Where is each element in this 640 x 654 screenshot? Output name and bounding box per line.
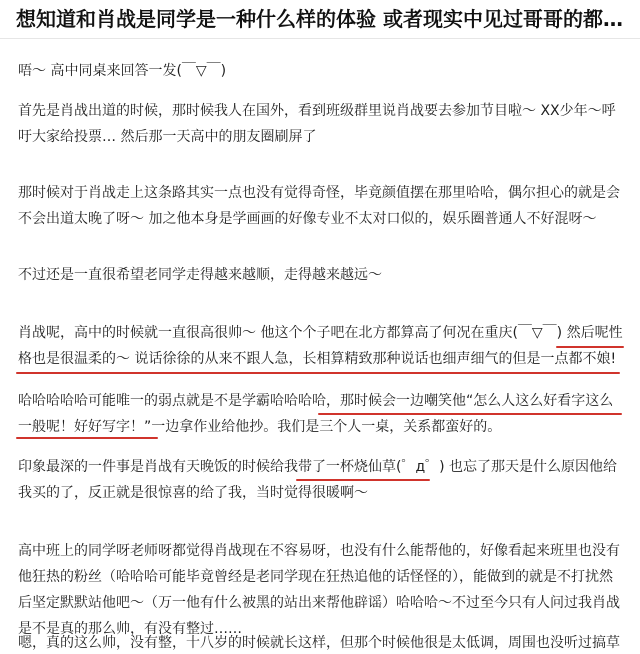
- highlight-underline: [556, 346, 624, 348]
- paragraph-memory: 印象最深的一件事是肖战有天晚饭的时候给我带了一杯烧仙草(゜д゜) 也忘了那天是什么原因他给我买的了，反正就是很惊喜的给了我，当时觉得很暖啊～: [18, 459, 618, 501]
- highlight-underline: [16, 372, 620, 374]
- paragraph-intro: 唔～ 高中同桌来回答一发(￣▽￣): [18, 63, 227, 79]
- paragraph-classmates: 高中班上的同学呀老师呀都觉得肖战现在不容易呀，也没有什么能帮他的，好像看起来班里也没有他狂热的粉丝（哈哈哈可能毕竟曾经是老同学现在狂热追他的话怪怪的），能做到的就是不打扰然后坚定默默站他吧～（万一他有什么被黑的站出来帮他辟谣）哈哈哈～不过至今只有人问过我肖战是不是真的那么帅，有没有整过……: [18, 543, 620, 637]
- paragraph-closing: 嗯，真的这么帅，没有整，十八岁的时候就长这样，但那个时候他很是太低调，周围也没听过搞草: [18, 635, 620, 651]
- highlight-underline: [318, 413, 622, 415]
- paragraph-wishes: 不过还是一直很希望老同学走得越来越顺，走得越来越远～: [18, 267, 382, 283]
- highlight-underline: [296, 479, 430, 481]
- paragraph-debut: 首先是肖战出道的时候，那时候我人在国外，看到班级群里说肖战要去参加节目啦～ XX少年～呼吁大家给投票… 然后那一天高中的朋友圈刷屏了: [18, 103, 616, 145]
- title-divider: [0, 38, 640, 39]
- paragraph-personality: 肖战呢，高中的时候就一直很高很帅～ 他这个个子吧在北方都算高了何况在重庆(￣▽￣) 然后呢性格也是很温柔的～ 说话徐徐的从来不跟人急，长相算精致那种说话也细声细气的但是一点都不娘!: [18, 325, 623, 367]
- paragraph-weakness: 哈哈哈哈哈可能唯一的弱点就是不是学霸哈哈哈哈，那时候会一边嘲笑他“怎么人这么好看字这么一般呢！好好写字！”一边拿作业给他抄。我们是三个人一桌，关系都蛮好的。: [18, 393, 614, 435]
- highlight-underline: [16, 437, 158, 439]
- paragraph-career: 那时候对于肖战走上这条路其实一点也没有觉得奇怪，毕竟颜值摆在那里哈哈，偶尔担心的就是会不会出道太晚了呀～ 加之他本身是学画画的好像专业不太对口似的，娱乐圈普通人不好混呀～: [18, 185, 620, 227]
- article-title: 想知道和肖战是同学是一种什么样的体验 或者现实中见过哥哥的都…: [16, 7, 623, 31]
